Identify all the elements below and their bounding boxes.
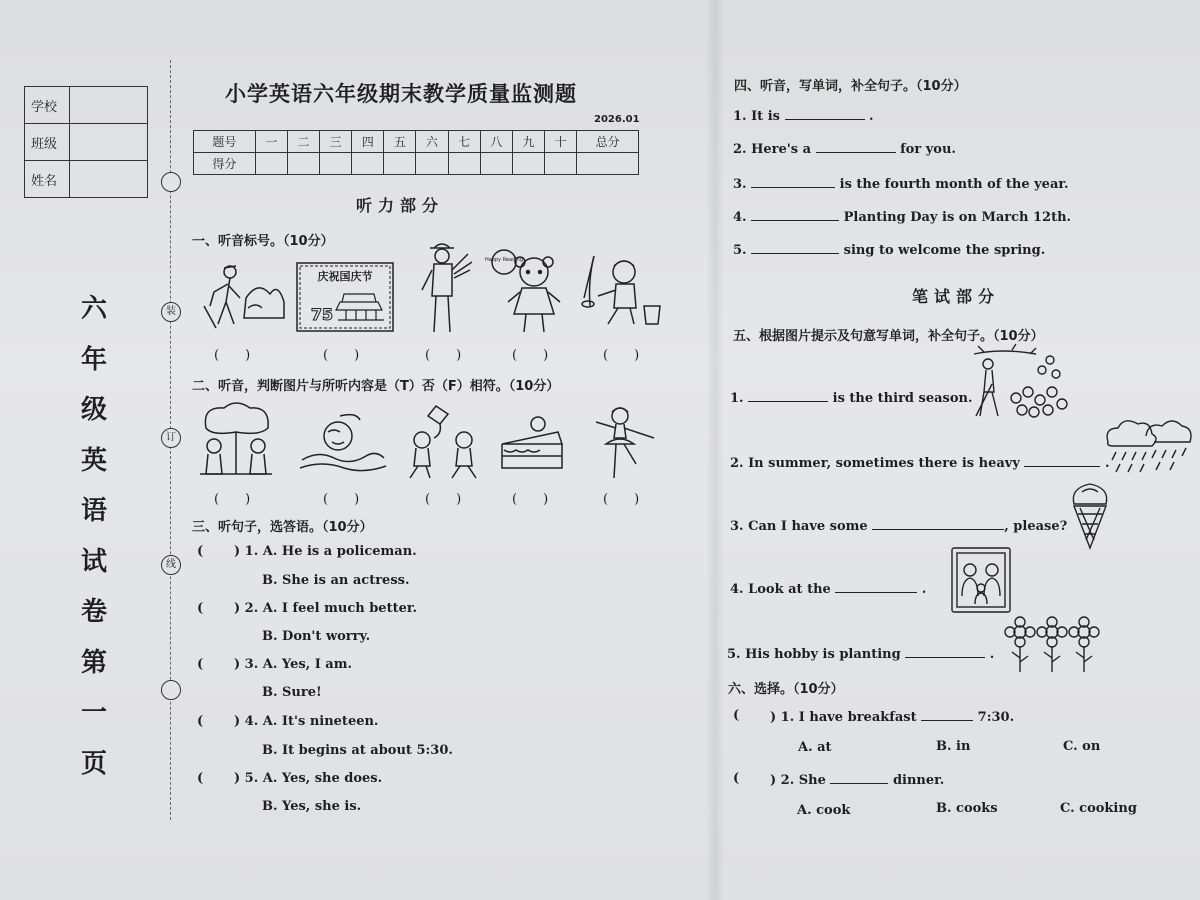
answer-blank[interactable]	[816, 140, 896, 153]
vertical-char: 年	[80, 344, 107, 375]
score-header-cell: 一	[255, 131, 287, 153]
answer-blank[interactable]	[751, 175, 835, 188]
q5-item-text: , please?	[1004, 519, 1068, 534]
answer-blank[interactable]	[830, 771, 888, 784]
binding-mark-ding: 订	[161, 428, 181, 448]
answer-blank[interactable]	[1024, 454, 1100, 467]
q4-heading: 四、听音，写单词，补全句子。（10分）	[734, 79, 967, 94]
boy-fishing-picture	[580, 250, 666, 330]
school-field[interactable]	[70, 87, 148, 124]
q4-item-3	[733, 175, 1069, 192]
answer-blank[interactable]	[748, 389, 828, 402]
q6-item-2-option-c: C. cooking	[1060, 801, 1137, 816]
score-cell[interactable]	[287, 153, 319, 175]
vertical-page-title	[72, 284, 116, 789]
q4-item-text: 5.	[733, 243, 747, 258]
name-label: 姓名	[25, 161, 70, 198]
q5-item-4	[730, 580, 926, 597]
farmer-with-wheat-picture	[418, 240, 474, 336]
exam-date: 2026.01	[594, 114, 640, 125]
name-field[interactable]	[70, 161, 148, 198]
score-header-cell: 十	[545, 131, 577, 153]
binding-hole-icon	[161, 172, 181, 192]
q6-open-paren[interactable]: (	[733, 771, 740, 786]
kids-under-tree-picture	[196, 400, 276, 476]
q3-item-5-option-a: ) 5. A. Yes, she does.	[234, 771, 383, 786]
score-table	[193, 130, 639, 175]
q5-item-1	[730, 389, 973, 406]
girl-with-book-picture	[484, 246, 566, 334]
q3-heading: 三、听句子，选答语。（10分）	[192, 520, 373, 535]
rain-cloud-picture	[1102, 412, 1194, 478]
score-header-cell: 二	[287, 131, 319, 153]
vertical-char: 第	[80, 647, 107, 678]
paper-fold-shadow	[706, 0, 724, 900]
binding-mark-xian: 线	[161, 555, 181, 575]
autumn-leaves-picture	[972, 344, 1072, 422]
score-cell[interactable]	[416, 153, 448, 175]
q6-item-1-option-a: A. at	[798, 740, 832, 755]
score-table-score-row	[194, 153, 639, 175]
class-field[interactable]	[70, 124, 148, 161]
q1-answer-paren[interactable]: ( )	[603, 348, 640, 363]
score-header-cell: 四	[352, 131, 384, 153]
q5-item-text: .	[1104, 456, 1110, 471]
q5-item-5	[727, 645, 994, 662]
ice-cream-picture	[1068, 478, 1112, 550]
q2-answer-paren[interactable]: ( )	[323, 492, 360, 507]
q4-item-text: 1. It is	[733, 109, 780, 124]
flowers-picture	[1002, 616, 1106, 674]
q6-stem-text: ) 1. I have breakfast	[770, 710, 917, 725]
q4-item-text: is the fourth month of the year.	[839, 177, 1069, 192]
student-info-table	[24, 86, 148, 198]
q3-open-paren[interactable]: (	[197, 714, 204, 729]
score-row-label: 得分	[194, 153, 256, 175]
vertical-char: 语	[80, 496, 107, 526]
anniversary-number: 75	[310, 305, 334, 324]
q4-item-4	[733, 208, 1071, 225]
family-photo-picture	[950, 546, 1012, 614]
q2-answer-paren[interactable]: ( )	[512, 492, 549, 507]
q3-item-3-option-a: ) 3. A. Yes, I am.	[234, 657, 353, 672]
score-cell[interactable]	[545, 153, 577, 175]
binding-hole-icon	[161, 680, 181, 700]
score-header-cell: 题号	[194, 131, 256, 153]
q5-item-text: 4. Look at the	[730, 582, 831, 597]
q1-answer-paren[interactable]: ( )	[425, 348, 462, 363]
q4-item-text: 4.	[733, 210, 747, 225]
q1-heading: 一、听音标号。（10分）	[192, 234, 334, 249]
q5-item-2	[730, 454, 1110, 471]
q3-item-2-option-a: ) 2. A. I feel much better.	[234, 601, 418, 616]
answer-blank[interactable]	[872, 517, 1004, 530]
writing-section-heading: 笔试部分	[912, 287, 1001, 306]
vertical-char: 一	[80, 698, 107, 728]
binding-mark-zhuang: 装	[161, 302, 181, 322]
vertical-char: 六	[80, 294, 107, 324]
q2-answer-paren[interactable]: ( )	[603, 492, 640, 507]
q5-item-text: 5. His hobby is planting	[727, 647, 901, 662]
q3-item-2-option-b: B. Don't worry.	[262, 629, 371, 644]
ballerina-picture	[584, 404, 664, 482]
q3-item-4-option-b: B. It begins at about 5:30.	[262, 743, 453, 758]
q6-stem-text: dinner.	[892, 773, 945, 788]
score-cell[interactable]	[448, 153, 480, 175]
q6-stem-text: ) 2. She	[770, 773, 826, 788]
q3-open-paren[interactable]: (	[197, 657, 204, 672]
score-header-cell: 八	[480, 131, 512, 153]
q5-item-text: 2. In summer, sometimes there is heavy	[730, 456, 1020, 471]
q3-item-3-option-b: B. Sure!	[262, 685, 322, 700]
q6-heading: 六、选择。（10分）	[728, 682, 844, 697]
answer-blank[interactable]	[785, 107, 865, 120]
score-cell[interactable]	[384, 153, 416, 175]
q3-open-paren[interactable]: (	[197, 771, 204, 786]
q4-item-text: 2. Here's a	[733, 142, 812, 157]
vertical-char: 英	[80, 445, 107, 476]
q1-answer-paren[interactable]: ( )	[323, 348, 360, 363]
answer-blank[interactable]	[835, 580, 917, 593]
q4-item-text: sing to welcome the spring.	[843, 243, 1046, 258]
q4-item-1	[733, 107, 874, 124]
score-cell[interactable]	[512, 153, 544, 175]
girl-swimming-picture	[298, 410, 388, 472]
q1-answer-paren[interactable]: ( )	[214, 348, 251, 363]
vertical-char: 试	[80, 546, 107, 577]
q4-item-text: .	[869, 109, 874, 124]
exam-title: 小学英语六年级期末教学质量监测题	[225, 82, 577, 106]
q5-heading: 五、根据图片提示及句意写单词，补全句子。（10分）	[733, 329, 1044, 344]
score-cell[interactable]	[480, 153, 512, 175]
score-cell[interactable]	[320, 153, 352, 175]
score-header-cell: 五	[384, 131, 416, 153]
q4-item-text: Planting Day is on March 12th.	[843, 210, 1072, 225]
q2-heading: 二、听音，判断图片与所听内容是（T）否（F）相符。（10分）	[192, 379, 560, 394]
q5-item-text: .	[989, 647, 995, 662]
q4-item-5	[733, 241, 1045, 258]
q5-item-3	[730, 517, 1067, 534]
q6-item-1-option-b: B. in	[936, 739, 971, 754]
q4-item-2	[733, 140, 956, 157]
q3-item-1-option-a: ) 1. A. He is a policeman.	[234, 544, 417, 559]
q3-item-1-option-b: B. She is an actress.	[262, 573, 410, 588]
cake-picture	[498, 414, 566, 476]
answer-blank[interactable]	[751, 208, 839, 221]
kids-flying-kite-picture	[402, 404, 486, 480]
score-header-cell: 七	[448, 131, 480, 153]
q3-open-paren[interactable]: (	[197, 544, 204, 559]
q2-answer-paren[interactable]: ( )	[214, 492, 251, 507]
score-cell[interactable]	[352, 153, 384, 175]
vertical-char: 卷	[80, 597, 107, 627]
listening-section-heading: 听力部分	[356, 196, 445, 215]
q6-item-2-option-b: B. cooks	[936, 801, 998, 816]
score-header-cell: 九	[512, 131, 544, 153]
answer-blank[interactable]	[905, 645, 985, 658]
answer-blank[interactable]	[921, 708, 973, 721]
q3-open-paren[interactable]: (	[197, 601, 204, 616]
score-header-cell: 三	[320, 131, 352, 153]
q2-answer-paren[interactable]: ( )	[425, 492, 462, 507]
q6-open-paren[interactable]: (	[733, 708, 740, 723]
q3-item-4-option-a: ) 4. A. It's nineteen.	[234, 714, 379, 729]
score-header-cell: 总分	[577, 131, 639, 153]
score-cell[interactable]	[577, 153, 639, 175]
q6-item-2-stem	[770, 771, 944, 788]
q5-item-text: .	[921, 582, 927, 597]
score-header-cell: 六	[416, 131, 448, 153]
vertical-char: 页	[80, 748, 107, 779]
school-label: 学校	[25, 87, 70, 124]
class-label: 班级	[25, 124, 70, 161]
q1-answer-paren[interactable]: ( )	[512, 348, 549, 363]
score-cell[interactable]	[255, 153, 287, 175]
score-table-header-row	[194, 131, 639, 153]
flag-text: 庆祝国庆节	[317, 270, 373, 283]
q5-item-text: 1.	[730, 391, 744, 406]
q4-item-text: for you.	[900, 142, 956, 157]
q5-item-text: 3. Can I have some	[730, 519, 868, 534]
national-day-picture	[296, 262, 394, 332]
q4-item-text: 3.	[733, 177, 747, 192]
q6-item-2-option-a: A. cook	[797, 803, 851, 818]
q6-stem-text: 7:30.	[977, 710, 1015, 725]
q6-item-1-option-c: C. on	[1063, 739, 1101, 754]
q6-item-1-stem	[770, 708, 1014, 725]
planting-tree-picture	[196, 258, 286, 332]
book-text: Happy Reading	[484, 257, 524, 263]
vertical-char: 级	[80, 395, 107, 425]
q5-item-text: is the third season.	[832, 391, 973, 406]
q3-item-5-option-b: B. Yes, she is.	[262, 799, 362, 814]
answer-blank[interactable]	[751, 241, 839, 254]
